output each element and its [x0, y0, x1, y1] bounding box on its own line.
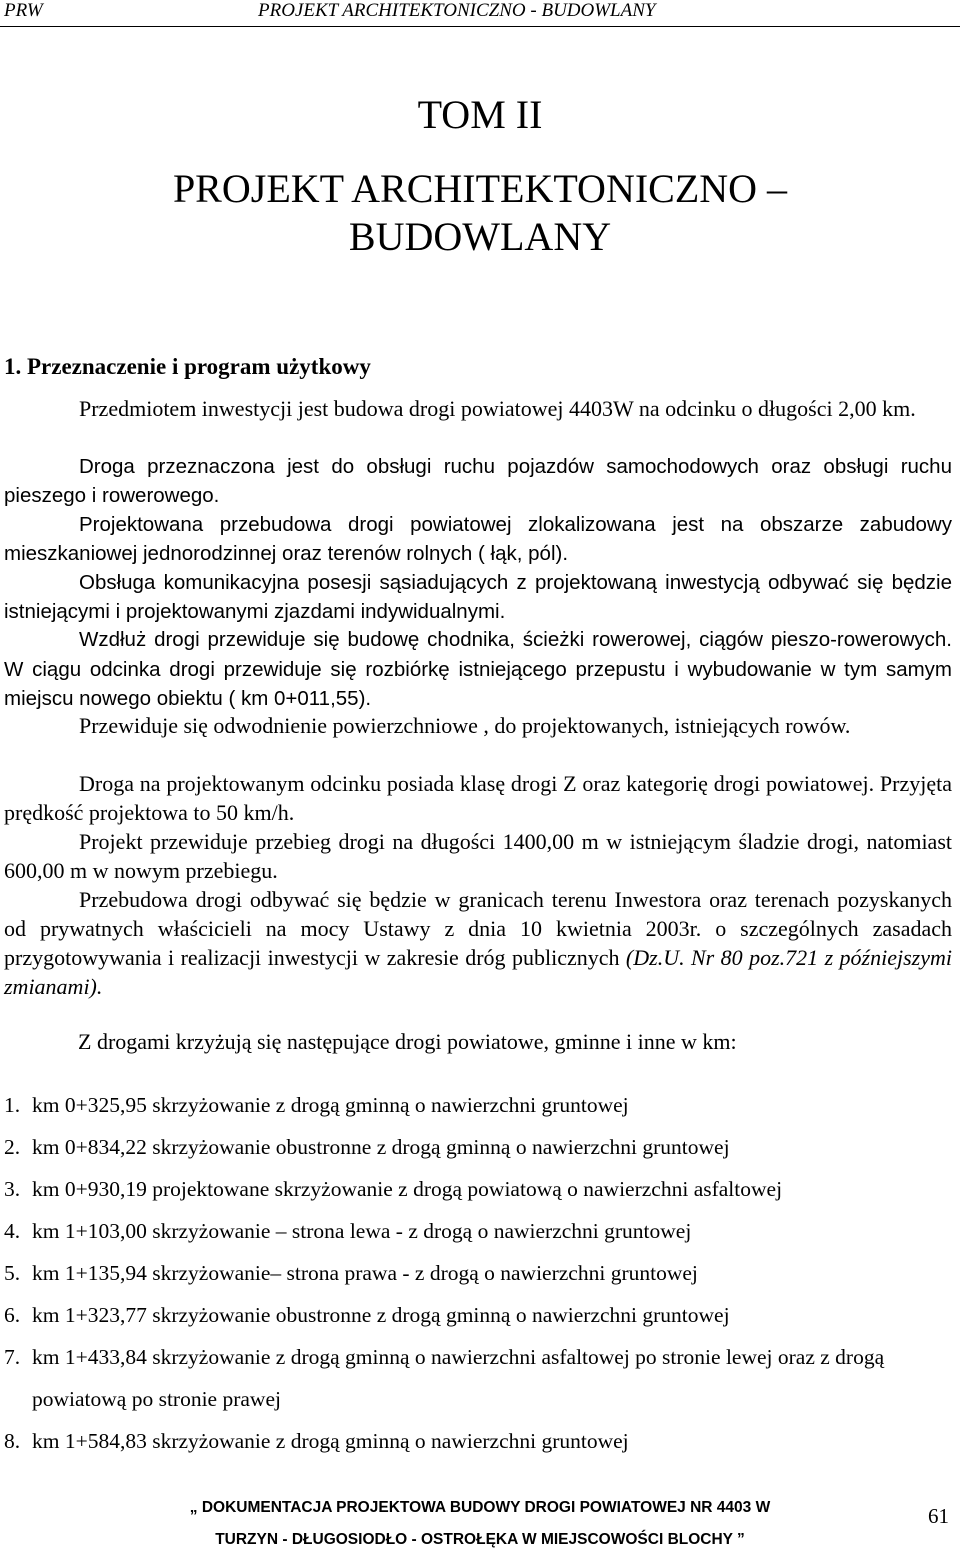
body-paragraph-9 [4, 885, 952, 1001]
list-item [4, 1336, 952, 1420]
paragraph: Obsługa komunikacyjna posesji sąsiadujących z projektowaną inwestycją odbywać się będzie istniejącymi i projektowanymi zjazdami indywidualnymi. [4, 571, 952, 623]
footer-line-1: „ DOKUMENTACJA PROJEKTOWA BUDOWY DROGI POWIATOWEJ NR 4403 W [189, 1499, 771, 1516]
header-center-label: PROJEKT ARCHITEKTONICZNO - BUDOWLANY [258, 0, 656, 21]
body-paragraph-7 [4, 769, 952, 827]
list-item [4, 1126, 952, 1168]
footer-line-2: TURZYN - DŁUGOSIODŁO - OSTROŁĘKA W MIEJSCOWOŚCI BLOCHY ” [215, 1531, 745, 1548]
body-paragraph-8 [4, 827, 952, 885]
list-text: km 1+433,84 skrzyżowanie z drogą gminną o nawierzchni asfaltowej po stronie lewej oraz z drogą powiatową po stronie prawej [32, 1345, 885, 1411]
paragraph-text: Przebudowa drogi odbywać się będzie w granicach terenu Inwestora oraz terenach pozyskanych od prywatnych właścicieli na mocy Ustawy z dnia 10 kwietnia 2003r. o szczególnych zasadach przygotowywania i realizacji inwestycji w zakresie dróg publicznych [4, 887, 952, 970]
paragraph: Projekt przewiduje przebieg drogi na długości 1400,00 m w istniejącym śladzie drogi, natomiast 600,00 m w nowym przebiegu. [4, 829, 952, 883]
list-text: km 0+930,19 projektowane skrzyżowanie z drogą powiatową o nawierzchni asfaltowej [32, 1177, 783, 1201]
body-paragraph-3 [4, 510, 952, 568]
list-number: 7. [4, 1345, 21, 1369]
list-number: 8. [4, 1429, 21, 1453]
paragraph: Droga przeznaczona jest do obsługi ruchu pojazdów samochodowych oraz obsługi ruchu pieszego i rowerowego. [4, 455, 952, 507]
list-item [4, 1252, 952, 1294]
body-paragraph-1 [4, 394, 952, 423]
paragraph: Projektowana przebudowa drogi powiatowej zlokalizowana jest na obszarze zabudowy mieszkaniowej jednorodzinnej oraz terenów rolnych ( łąk, pól). [4, 513, 952, 565]
list-item [4, 1168, 952, 1210]
list-item [4, 1210, 952, 1252]
crossings-intro: Z drogami krzyżują się następujące drogi powiatowe, gminne i inne w km: [78, 1029, 737, 1054]
volume-title: TOM II [417, 92, 543, 137]
header-left-label: PRW [4, 0, 43, 21]
project-title-line2: BUDOWLANY [348, 214, 612, 259]
body-paragraph-5 [4, 625, 952, 714]
list-text: km 1+103,00 skrzyżowanie – strona lewa - z drogą o nawierzchni gruntowej [32, 1219, 692, 1243]
list-item [4, 1294, 952, 1336]
paragraph [4, 885, 952, 1001]
list-number: 6. [4, 1303, 21, 1327]
body-paragraph-2 [4, 452, 952, 510]
section-heading: 1. Przeznaczenie i program użytkowy [4, 354, 371, 379]
list-text: km 1+584,83 skrzyżowanie z drogą gminną o nawierzchni gruntowej [32, 1429, 629, 1453]
project-title-line1: PROJEKT ARCHITEKTONICZNO – [172, 166, 788, 211]
list-item [4, 1420, 952, 1462]
crossings-list [4, 1084, 952, 1462]
page-number: 61 [928, 1504, 949, 1528]
list-number: 5. [4, 1261, 21, 1285]
body-paragraph-6 [4, 711, 952, 740]
list-number: 2. [4, 1135, 21, 1159]
list-text: km 1+323,77 skrzyżowanie obustronne z drogą gminną o nawierzchni gruntowej [32, 1303, 730, 1327]
paragraph: Droga na projektowanym odcinku posiada klasę drogi Z oraz kategorię drogi powiatowej. Przyjęta prędkość projektowa to 50 km/h. [4, 771, 952, 825]
running-header [0, 0, 960, 27]
list-text: km 0+834,22 skrzyżowanie obustronne z drogą gminną o nawierzchni gruntowej [32, 1135, 730, 1159]
list-item [4, 1084, 952, 1126]
list-number: 3. [4, 1177, 21, 1201]
list-text: km 1+135,94 skrzyżowanie– strona prawa - z drogą o nawierzchni gruntowej [32, 1261, 698, 1285]
legal-reference: (Dz.U. Nr 80 poz.721 z późniejszymi zmianami). [4, 945, 952, 999]
list-number: 1. [4, 1093, 21, 1117]
list-number: 4. [4, 1219, 21, 1243]
paragraph: Przewiduje się odwodnienie powierzchniowe , do projektowanych, istniejących rowów. [79, 713, 851, 738]
paragraph: Przedmiotem inwestycji jest budowa drogi powiatowej 4403W na odcinku o długości 2,00 km. [79, 396, 916, 421]
list-text: km 0+325,95 skrzyżowanie z drogą gminną o nawierzchni gruntowej [32, 1093, 629, 1117]
paragraph: Wzdłuż drogi przewiduje się budowę chodnika, ścieżki rowerowej, ciągów pieszo-rowerowych. W ciągu odcinka drogi przewiduje się rozbiórkę istniejącego przepustu i wybudowanie w tym samym miejscu nowego obiektu ( km 0+011,55). [4, 628, 952, 710]
body-paragraph-4 [4, 568, 952, 626]
